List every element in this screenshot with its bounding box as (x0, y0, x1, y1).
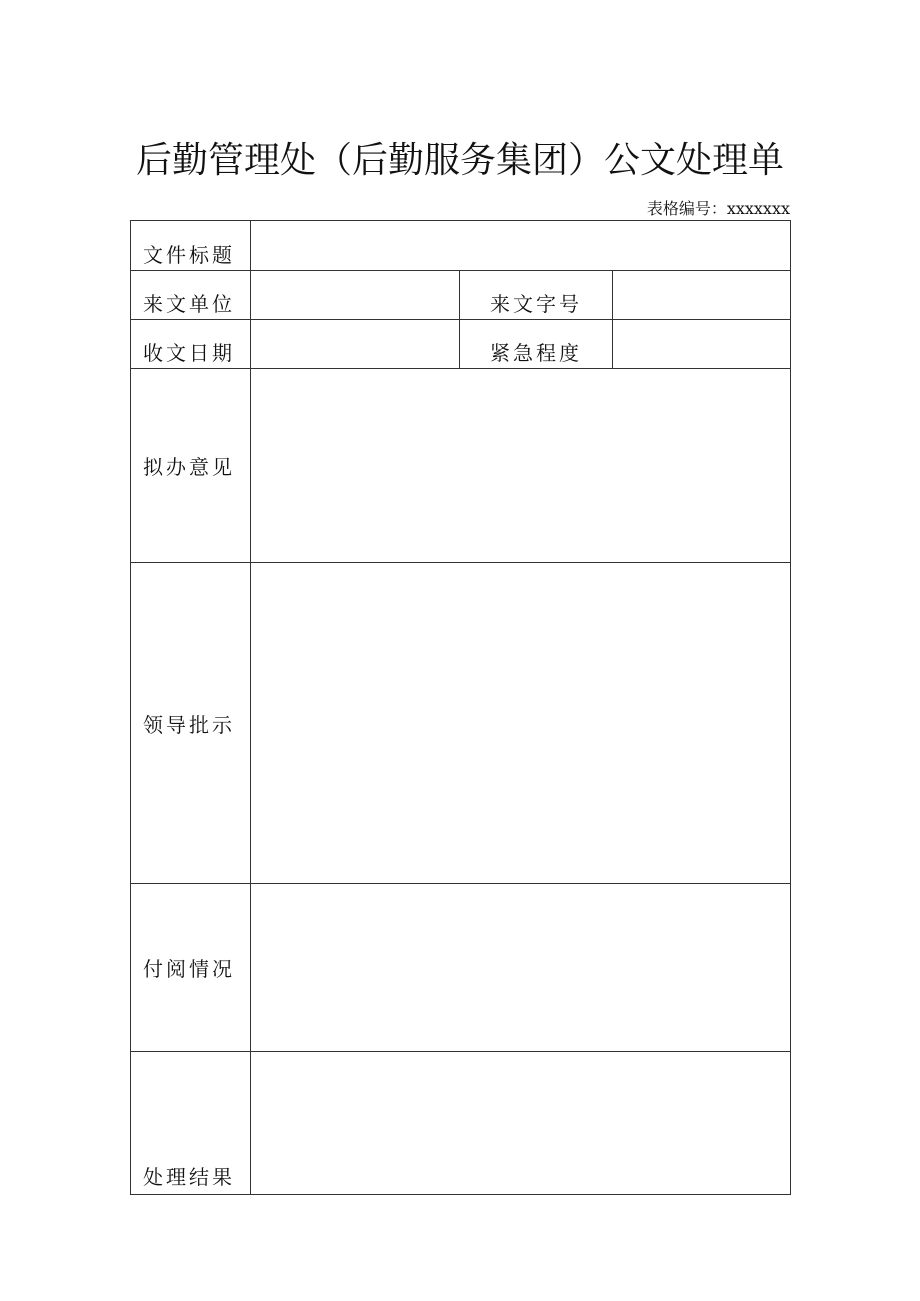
row-sender (131, 271, 791, 320)
doc-number-label: 来文字号 (460, 271, 613, 320)
sender-unit-field[interactable] (251, 271, 460, 320)
receive-date-label: 收文日期 (131, 320, 251, 369)
urgency-label: 紧急程度 (460, 320, 613, 369)
row-proposed-opinion (131, 369, 791, 563)
result-field[interactable] (251, 1052, 791, 1195)
row-circulation (131, 884, 791, 1052)
document-title: 后勤管理处（后勤服务集团）公文处理单 (135, 140, 784, 181)
file-title-label: 文件标题 (131, 221, 251, 271)
processing-form-table (130, 220, 791, 1195)
leader-instruction-label: 领导批示 (131, 563, 251, 884)
receive-date-field[interactable] (251, 320, 460, 369)
result-label: 处理结果 (131, 1052, 251, 1195)
form-number: 表格编号：xxxxxxx (646, 199, 790, 218)
leader-instruction-field[interactable] (251, 563, 791, 884)
proposed-opinion-field[interactable] (251, 369, 791, 563)
proposed-opinion-label: 拟办意见 (131, 369, 251, 563)
sender-unit-label: 来文单位 (131, 271, 251, 320)
file-title-field[interactable] (251, 221, 791, 271)
circulation-field[interactable] (251, 884, 791, 1052)
doc-number-field[interactable] (613, 271, 791, 320)
row-file-title (131, 221, 791, 271)
row-receive (131, 320, 791, 369)
circulation-label: 付阅情况 (131, 884, 251, 1052)
row-result (131, 1052, 791, 1195)
urgency-field[interactable] (613, 320, 791, 369)
row-leader-instruction (131, 563, 791, 884)
